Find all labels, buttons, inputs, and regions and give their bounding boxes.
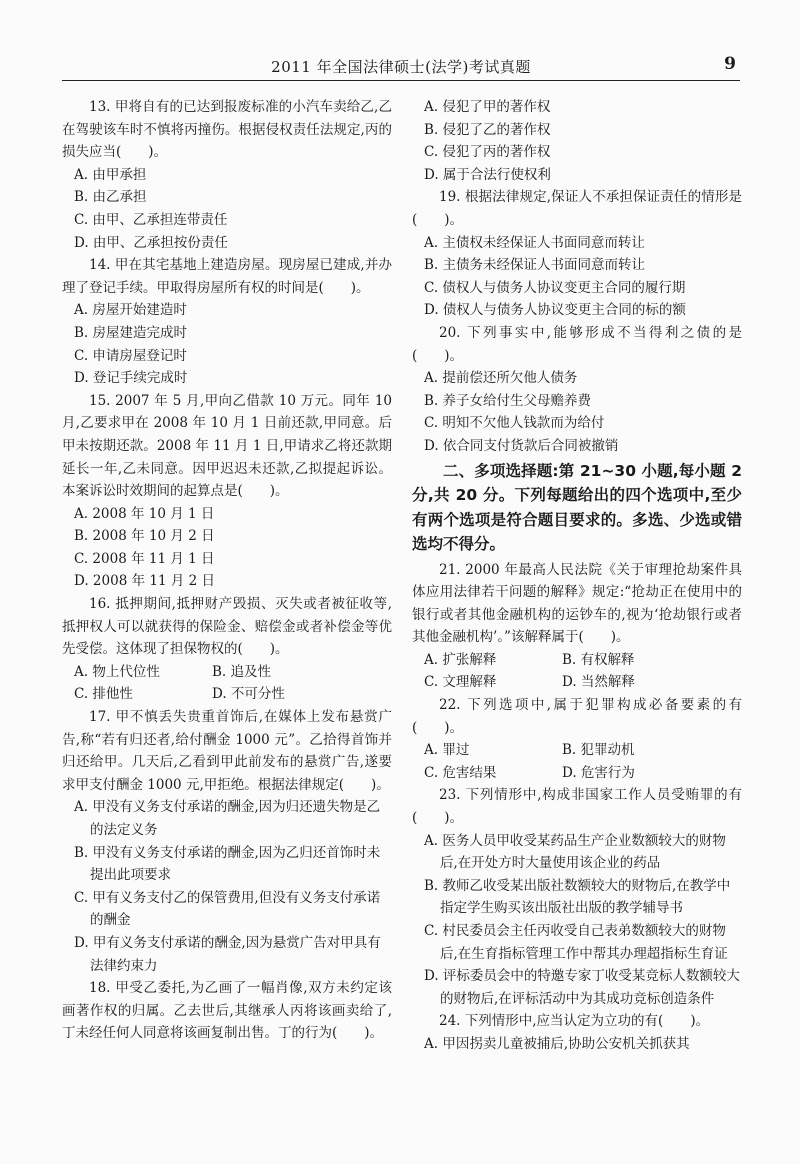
option-a: A. 医务人员甲收受某药品生产企业数额较大的财物后,在开处方时大量使用该企业的药品 bbox=[424, 832, 726, 872]
option-d: D. 甲有义务支付承诺的酬金,因为悬赏广告对甲具有法律约束力 bbox=[74, 934, 381, 974]
question-stem: 22. 下列选项中,属于犯罪构成必备要素的有( )。 bbox=[412, 697, 742, 736]
option-b: B. 由乙承担 bbox=[74, 189, 147, 206]
option-b: B. 房屋建造完成时 bbox=[74, 324, 188, 341]
option-b: B. 有权解释 bbox=[562, 651, 635, 668]
option-b: B. 甲没有义务支付承诺的酬金,因为乙归还首饰时未提出此项要求 bbox=[74, 844, 381, 884]
question-18-options bbox=[412, 96, 742, 186]
option-b: B. 犯罪动机 bbox=[562, 742, 635, 759]
option-a: A. 2008 年 10 月 1 日 bbox=[74, 505, 215, 522]
question-21 bbox=[412, 559, 742, 695]
section-header-multiple-choice: 二、多项选择题:第 21~30 小题,每小题 2 分,共 20 分。下列每题给出的四个选项中,至少有两个选项是符合题目要求的。多选、少选或错选均不得分。 bbox=[412, 461, 742, 553]
option-d: D. 评标委员会中的特邀专家丁收受某竞标人数额较大的财物后,在评标活动中为其成功竞标创造条件 bbox=[424, 968, 740, 1007]
option-b: B. 教师乙收受某出版社数额较大的财物后,在教学中指定学生购买该出版社出版的教学辅导书 bbox=[424, 877, 731, 917]
option-row bbox=[412, 649, 742, 672]
option-c: C. 村民委员会主任丙收受自己表弟数额较大的财物后,在生育指标管理工作中帮其办理超指标生育证 bbox=[424, 923, 728, 962]
question-15 bbox=[62, 390, 392, 593]
option-c: C. 文理解释 bbox=[424, 674, 497, 691]
option-b: B. 主债务未经保证人书面同意而转让 bbox=[424, 257, 646, 274]
option-d: D. 依合同支付货款后合同被撤销 bbox=[424, 437, 619, 454]
option-row bbox=[412, 739, 742, 762]
question-23 bbox=[412, 784, 742, 1010]
question-stem: 14. 甲在其宅基地上建造房屋。现房屋已建成,并办理了登记手续。甲取得房屋所有权的时间是( )。 bbox=[62, 257, 392, 296]
option-b: B. 侵犯了乙的著作权 bbox=[424, 121, 551, 138]
option-row bbox=[62, 683, 392, 706]
option-c: C. 甲有义务支付乙的保管费用,但没有义务支付承诺的酬金 bbox=[74, 889, 381, 929]
right-column bbox=[412, 96, 742, 1056]
option-b: B. 养子女给付生父母赡养费 bbox=[424, 392, 592, 409]
question-stem: 18. 甲受乙委托,为乙画了一幅肖像,双方未约定该画著作权的归属。乙去世后,其继承人丙将该画卖给了,丁未经任何人同意将该画复制出售。丁的行为( )。 bbox=[62, 980, 392, 1042]
question-stem: 17. 甲不慎丢失贵重首饰后,在媒体上发布悬赏广告,称“若有归还者,给付酬金 1000 元”。乙拾得首饰并归还给甲。几天后,乙看到甲此前发布的悬赏广告,遂要求甲支付酬金 1000 元,甲拒绝。根据法律规定( )。 bbox=[62, 709, 392, 793]
question-stem: 19. 根据法律规定,保证人不承担保证责任的情形是( )。 bbox=[412, 189, 742, 228]
question-13 bbox=[62, 96, 392, 254]
option-d: D. 登记手续完成时 bbox=[74, 370, 188, 387]
option-d: D. 债权人与债务人协议变更主合同的标的额 bbox=[424, 302, 686, 319]
option-d: D. 当然解释 bbox=[562, 674, 635, 691]
option-c: C. 债权人与债务人协议变更主合同的履行期 bbox=[424, 279, 686, 296]
option-c: C. 由甲、乙承担连带责任 bbox=[74, 211, 228, 228]
option-d: D. 2008 年 11 月 2 日 bbox=[74, 573, 216, 590]
question-20 bbox=[412, 322, 742, 458]
question-14 bbox=[62, 254, 392, 390]
option-d: D. 属于合法行使权利 bbox=[424, 166, 551, 183]
option-c: C. 申请房屋登记时 bbox=[74, 347, 187, 364]
question-stem: 15. 2007 年 5 月,甲向乙借款 10 万元。同年 10 月,乙要求甲在 2008 年 10 月 1 日前还款,甲同意。后甲未按期还款。2008 年 11 月 1 日,甲请求乙将还款期延长一年,乙未同意。因甲迟迟未还款,乙拟提起诉讼。本案诉讼时效期间的起算点是( )。 bbox=[62, 392, 392, 500]
option-b: B. 追及性 bbox=[212, 663, 272, 680]
question-stem: 24. 下列情形中,应当认定为立功的有( )。 bbox=[439, 1013, 710, 1030]
option-a: A. 甲因拐卖儿童被捕后,协助公安机关抓获其 bbox=[424, 1035, 690, 1052]
option-c: C. 2008 年 11 月 1 日 bbox=[74, 550, 215, 567]
option-c: C. 排他性 bbox=[74, 686, 133, 703]
question-stem: 16. 抵押期间,抵押财产毁损、灭失或者被征收等,抵押权人可以就获得的保险金、赔偿金或者补偿金等优先受偿。这体现了担保物权的( )。 bbox=[62, 596, 392, 658]
option-b: B. 2008 年 10 月 2 日 bbox=[74, 528, 215, 545]
question-stem: 21. 2000 年最高人民法院《关于审理抢劫案件具体应用法律若干问题的解释》规定:“抢劫正在使用中的银行或者其他金融机构的运钞车的,视为‘抢劫银行或者其他金融机构’。”该解释属于( )。 bbox=[412, 561, 742, 646]
question-stem: 13. 甲将自有的已达到报废标准的小汽车卖给乙,乙在驾驶该车时不慎将丙撞伤。根据侵权责任法规定,丙的损失应当( )。 bbox=[62, 99, 392, 161]
option-d: D. 不可分性 bbox=[212, 686, 285, 703]
question-17 bbox=[62, 706, 392, 977]
option-c: C. 危害结果 bbox=[424, 764, 497, 781]
question-stem: 23. 下列情形中,构成非国家工作人员受贿罪的有( )。 bbox=[412, 787, 742, 827]
option-row bbox=[412, 671, 742, 694]
option-d: D. 由甲、乙承担按份责任 bbox=[74, 234, 228, 251]
question-stem: 20. 下列事实中,能够形成不当得利之债的是( )。 bbox=[412, 324, 742, 364]
question-24 bbox=[412, 1010, 742, 1055]
left-column bbox=[62, 96, 392, 1045]
option-row bbox=[412, 762, 742, 785]
option-a: A. 侵犯了甲的著作权 bbox=[424, 99, 551, 115]
option-c: C. 侵犯了丙的著作权 bbox=[424, 144, 551, 161]
option-a: A. 扩张解释 bbox=[424, 651, 497, 668]
question-16 bbox=[62, 593, 392, 706]
page-header bbox=[62, 52, 740, 81]
option-a: A. 罪过 bbox=[424, 742, 470, 759]
option-a: A. 提前偿还所欠他人债务 bbox=[424, 370, 578, 387]
option-a: A. 甲没有义务支付承诺的酬金,因为归还遗失物是乙的法定义务 bbox=[74, 799, 381, 838]
question-18 bbox=[62, 977, 392, 1045]
option-a: A. 由甲承担 bbox=[74, 166, 147, 183]
question-19 bbox=[412, 186, 742, 322]
option-c: C. 明知不欠他人钱款而为给付 bbox=[424, 415, 605, 432]
option-row bbox=[62, 661, 392, 684]
option-d: D. 危害行为 bbox=[562, 764, 635, 781]
question-22 bbox=[412, 694, 742, 784]
option-a: A. 物上代位性 bbox=[74, 663, 160, 680]
option-a: A. 主债权未经保证人书面同意而转让 bbox=[424, 234, 645, 251]
page-number: 9 bbox=[724, 54, 736, 74]
header-title: 2011 年全国法律硕士(法学)考试真题 bbox=[271, 58, 531, 76]
option-a: A. 房屋开始建造时 bbox=[74, 302, 187, 319]
